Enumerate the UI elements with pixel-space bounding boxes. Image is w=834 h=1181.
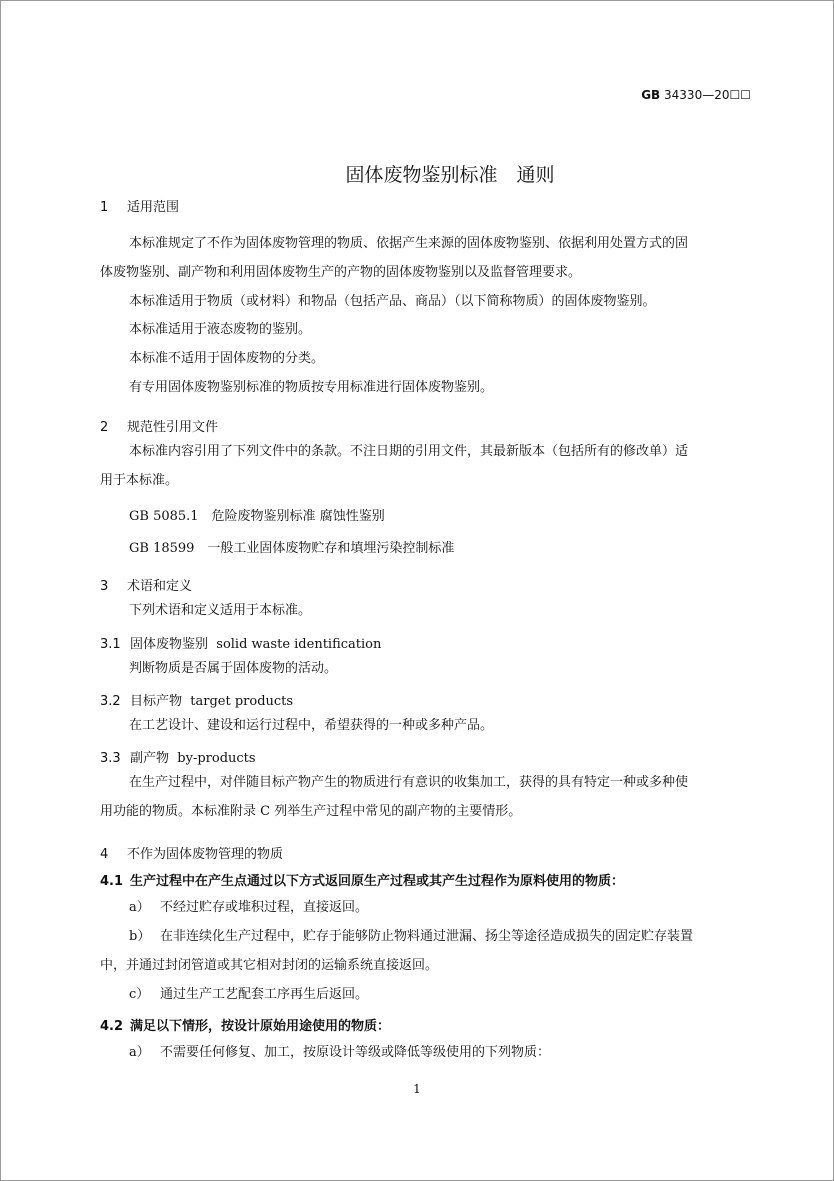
- clause-4-2-heading: 4.2 满足以下情形，按设计原始用途使用的物质：: [100, 1019, 391, 1034]
- clause-4-1-item-a: a） 不经过贮存或堆积过程，直接返回。: [129, 900, 369, 915]
- standard-number: [641, 88, 751, 102]
- clause-4-1-item-b-line-1: b） 在非连续化生产过程中，贮存于能够防止物料通过泄漏、扬尘等途径造成损失的固定贮存装置: [129, 929, 694, 944]
- term-3-3-heading: 3.3 副产物 by-products: [100, 751, 256, 766]
- section-2-heading: 2 规范性引用文件: [100, 420, 219, 435]
- reference-gb18599: GB 18599 一般工业固体废物贮存和填埋污染控制标准: [129, 541, 455, 556]
- standard-prefix: GB: [641, 88, 661, 102]
- clause-4-1-item-b-line-2: 中，并通过封闭管道或其它相对封闭的运输系统直接返回。: [100, 958, 439, 973]
- sec1-para-4: 本标准不适用于固体废物的分类。: [129, 351, 325, 366]
- term-3-2-heading: 3.2 目标产物 target products: [100, 694, 294, 709]
- sec1-para-5: 有专用固体废物鉴别标准的物质按专用标准进行固体废物鉴别。: [129, 380, 494, 395]
- sec1-para-1-line-2: 体废物鉴别、副产物和利用固体废物生产的产物的固体废物鉴别以及监督管理要求。: [100, 265, 582, 280]
- clause-4-1-heading: 4.1 生产过程中在产生点通过以下方式返回原生产过程或其产生过程作为原料使用的物质：: [100, 874, 625, 889]
- term-3-3-definition-line-2: 用功能的物质。本标准附录 C 列举生产过程中常见的副产物的主要情形。: [100, 804, 522, 819]
- sec1-para-3: 本标准适用于液态废物的鉴别。: [129, 322, 312, 337]
- standard-code: 34330—20☐☐: [664, 88, 751, 102]
- term-3-2-definition: 在工艺设计、建设和运行过程中，希望获得的一种或多种产品。: [129, 718, 494, 733]
- term-3-3-definition-line-1: 在生产过程中，对伴随目标产物产生的物质进行有意识的收集加工，获得的具有特定一种或多种使: [129, 775, 689, 790]
- sec2-para-1-line-1: 本标准内容引用了下列文件中的条款。不注日期的引用文件，其最新版本（包括所有的修改单）适: [129, 444, 689, 459]
- sec1-para-2: 本标准适用于物质（或材料）和物品（包括产品、商品）（以下简称物质）的固体废物鉴别。: [129, 294, 656, 309]
- sec1-para-1-line-1: 本标准规定了不作为固体废物管理的物质、依据产生来源的固体废物鉴别、依据利用处置方式的固: [129, 236, 689, 251]
- section-1-heading: 1 适用范围: [100, 200, 180, 215]
- document-title: 固体废物鉴别标准 通则: [345, 164, 555, 186]
- term-3-1-heading: 3.1 固体废物鉴别 solid waste identification: [100, 637, 382, 652]
- sec3-intro: 下列术语和定义适用于本标准。: [129, 603, 312, 618]
- sec2-para-1-line-2: 用于本标准。: [100, 473, 179, 488]
- section-3-heading: 3 术语和定义: [100, 579, 193, 594]
- clause-4-1-item-c: c） 通过生产工艺配套工序再生后返回。: [129, 987, 369, 1002]
- page-number: 1: [413, 1082, 421, 1096]
- term-3-1-definition: 判断物质是否属于固体废物的活动。: [129, 661, 338, 676]
- section-4-heading: 4 不作为固体废物管理的物质: [100, 847, 284, 862]
- clause-4-2-item-a: a） 不需要任何修复、加工，按原设计等级或降低等级使用的下列物质：: [129, 1045, 551, 1060]
- reference-gb5085: GB 5085.1 危险废物鉴别标准 腐蚀性鉴别: [129, 509, 385, 524]
